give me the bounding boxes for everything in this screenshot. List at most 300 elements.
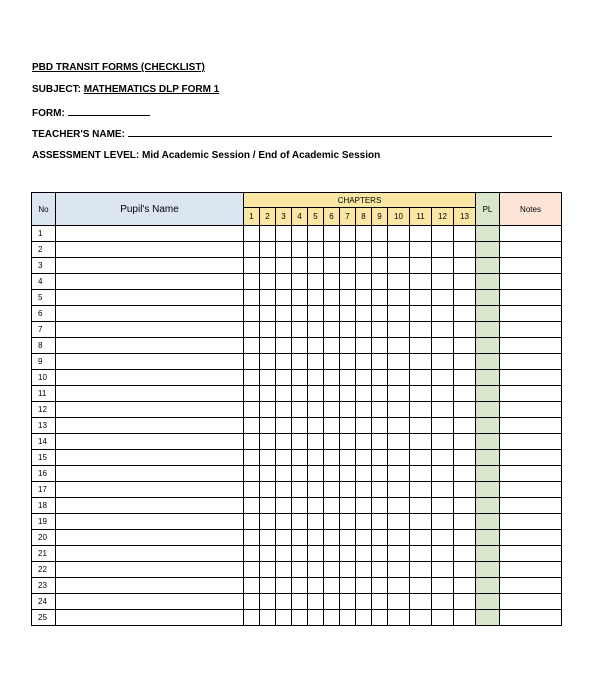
chapter-check-cell[interactable]	[308, 610, 324, 626]
pl-cell[interactable]	[476, 226, 500, 242]
pl-cell[interactable]	[476, 274, 500, 290]
pupil-name-cell[interactable]	[56, 226, 244, 242]
chapter-check-cell[interactable]	[410, 354, 432, 370]
chapter-check-cell[interactable]	[260, 498, 276, 514]
chapter-check-cell[interactable]	[260, 386, 276, 402]
chapter-check-cell[interactable]	[292, 274, 308, 290]
pupil-name-cell[interactable]	[56, 354, 244, 370]
chapter-check-cell[interactable]	[340, 418, 356, 434]
chapter-check-cell[interactable]	[356, 242, 372, 258]
pupil-name-cell[interactable]	[56, 466, 244, 482]
chapter-check-cell[interactable]	[356, 226, 372, 242]
pupil-name-cell[interactable]	[56, 242, 244, 258]
chapter-check-cell[interactable]	[292, 578, 308, 594]
chapter-check-cell[interactable]	[356, 610, 372, 626]
chapter-check-cell[interactable]	[340, 562, 356, 578]
chapter-check-cell[interactable]	[276, 370, 292, 386]
chapter-check-cell[interactable]	[432, 290, 454, 306]
chapter-check-cell[interactable]	[260, 594, 276, 610]
chapter-check-cell[interactable]	[292, 290, 308, 306]
chapter-check-cell[interactable]	[410, 530, 432, 546]
chapter-check-cell[interactable]	[308, 322, 324, 338]
chapter-check-cell[interactable]	[308, 482, 324, 498]
chapter-check-cell[interactable]	[276, 258, 292, 274]
pupil-name-cell[interactable]	[56, 338, 244, 354]
chapter-check-cell[interactable]	[260, 370, 276, 386]
chapter-check-cell[interactable]	[324, 290, 340, 306]
pl-cell[interactable]	[476, 530, 500, 546]
pupil-name-cell[interactable]	[56, 562, 244, 578]
chapter-check-cell[interactable]	[356, 466, 372, 482]
chapter-check-cell[interactable]	[340, 402, 356, 418]
chapter-check-cell[interactable]	[432, 498, 454, 514]
pl-cell[interactable]	[476, 434, 500, 450]
chapter-check-cell[interactable]	[308, 450, 324, 466]
chapter-check-cell[interactable]	[432, 418, 454, 434]
notes-cell[interactable]	[500, 434, 562, 450]
chapter-check-cell[interactable]	[276, 354, 292, 370]
notes-cell[interactable]	[500, 578, 562, 594]
chapter-check-cell[interactable]	[388, 402, 410, 418]
chapter-check-cell[interactable]	[410, 450, 432, 466]
pupil-name-cell[interactable]	[56, 306, 244, 322]
pl-cell[interactable]	[476, 290, 500, 306]
chapter-check-cell[interactable]	[244, 594, 260, 610]
chapter-check-cell[interactable]	[276, 450, 292, 466]
chapter-check-cell[interactable]	[356, 306, 372, 322]
pl-cell[interactable]	[476, 594, 500, 610]
chapter-check-cell[interactable]	[410, 482, 432, 498]
chapter-check-cell[interactable]	[454, 482, 476, 498]
chapter-check-cell[interactable]	[340, 434, 356, 450]
chapter-check-cell[interactable]	[372, 482, 388, 498]
chapter-check-cell[interactable]	[340, 290, 356, 306]
chapter-check-cell[interactable]	[244, 242, 260, 258]
chapter-check-cell[interactable]	[388, 498, 410, 514]
chapter-check-cell[interactable]	[432, 322, 454, 338]
chapter-check-cell[interactable]	[388, 450, 410, 466]
notes-cell[interactable]	[500, 562, 562, 578]
chapter-check-cell[interactable]	[308, 434, 324, 450]
chapter-check-cell[interactable]	[356, 514, 372, 530]
chapter-check-cell[interactable]	[454, 322, 476, 338]
notes-cell[interactable]	[500, 226, 562, 242]
notes-cell[interactable]	[500, 594, 562, 610]
chapter-check-cell[interactable]	[454, 418, 476, 434]
pl-cell[interactable]	[476, 338, 500, 354]
chapter-check-cell[interactable]	[410, 242, 432, 258]
teacher-blank[interactable]	[128, 127, 552, 137]
chapter-check-cell[interactable]	[340, 338, 356, 354]
pupil-name-cell[interactable]	[56, 258, 244, 274]
notes-cell[interactable]	[500, 546, 562, 562]
notes-cell[interactable]	[500, 290, 562, 306]
chapter-check-cell[interactable]	[372, 370, 388, 386]
chapter-check-cell[interactable]	[356, 258, 372, 274]
chapter-check-cell[interactable]	[244, 290, 260, 306]
chapter-check-cell[interactable]	[432, 306, 454, 322]
chapter-check-cell[interactable]	[308, 530, 324, 546]
chapter-check-cell[interactable]	[410, 578, 432, 594]
pl-cell[interactable]	[476, 402, 500, 418]
chapter-check-cell[interactable]	[260, 610, 276, 626]
chapter-check-cell[interactable]	[340, 578, 356, 594]
pupil-name-cell[interactable]	[56, 370, 244, 386]
chapter-check-cell[interactable]	[308, 354, 324, 370]
chapter-check-cell[interactable]	[244, 306, 260, 322]
chapter-check-cell[interactable]	[324, 338, 340, 354]
chapter-check-cell[interactable]	[340, 306, 356, 322]
chapter-check-cell[interactable]	[410, 322, 432, 338]
chapter-check-cell[interactable]	[244, 498, 260, 514]
pupil-name-cell[interactable]	[56, 402, 244, 418]
chapter-check-cell[interactable]	[388, 514, 410, 530]
chapter-check-cell[interactable]	[432, 530, 454, 546]
chapter-check-cell[interactable]	[308, 242, 324, 258]
chapter-check-cell[interactable]	[410, 226, 432, 242]
chapter-check-cell[interactable]	[324, 386, 340, 402]
chapter-check-cell[interactable]	[292, 306, 308, 322]
pl-cell[interactable]	[476, 514, 500, 530]
chapter-check-cell[interactable]	[340, 274, 356, 290]
chapter-check-cell[interactable]	[388, 578, 410, 594]
chapter-check-cell[interactable]	[356, 594, 372, 610]
chapter-check-cell[interactable]	[308, 546, 324, 562]
pupil-name-cell[interactable]	[56, 530, 244, 546]
chapter-check-cell[interactable]	[454, 546, 476, 562]
chapter-check-cell[interactable]	[410, 274, 432, 290]
chapter-check-cell[interactable]	[244, 370, 260, 386]
chapter-check-cell[interactable]	[454, 354, 476, 370]
chapter-check-cell[interactable]	[388, 418, 410, 434]
chapter-check-cell[interactable]	[292, 450, 308, 466]
chapter-check-cell[interactable]	[340, 546, 356, 562]
chapter-check-cell[interactable]	[260, 290, 276, 306]
chapter-check-cell[interactable]	[372, 386, 388, 402]
chapter-check-cell[interactable]	[308, 402, 324, 418]
chapter-check-cell[interactable]	[244, 610, 260, 626]
chapter-check-cell[interactable]	[410, 386, 432, 402]
chapter-check-cell[interactable]	[276, 338, 292, 354]
chapter-check-cell[interactable]	[260, 578, 276, 594]
chapter-check-cell[interactable]	[276, 466, 292, 482]
chapter-check-cell[interactable]	[324, 562, 340, 578]
chapter-check-cell[interactable]	[276, 402, 292, 418]
chapter-check-cell[interactable]	[372, 226, 388, 242]
chapter-check-cell[interactable]	[292, 498, 308, 514]
chapter-check-cell[interactable]	[454, 370, 476, 386]
chapter-check-cell[interactable]	[388, 434, 410, 450]
chapter-check-cell[interactable]	[244, 322, 260, 338]
chapter-check-cell[interactable]	[308, 306, 324, 322]
chapter-check-cell[interactable]	[372, 594, 388, 610]
chapter-check-cell[interactable]	[244, 258, 260, 274]
chapter-check-cell[interactable]	[260, 226, 276, 242]
notes-cell[interactable]	[500, 450, 562, 466]
chapter-check-cell[interactable]	[324, 418, 340, 434]
chapter-check-cell[interactable]	[244, 578, 260, 594]
chapter-check-cell[interactable]	[432, 514, 454, 530]
chapter-check-cell[interactable]	[292, 562, 308, 578]
chapter-check-cell[interactable]	[388, 482, 410, 498]
chapter-check-cell[interactable]	[292, 322, 308, 338]
pupil-name-cell[interactable]	[56, 594, 244, 610]
chapter-check-cell[interactable]	[356, 546, 372, 562]
chapter-check-cell[interactable]	[260, 418, 276, 434]
pupil-name-cell[interactable]	[56, 514, 244, 530]
pupil-name-cell[interactable]	[56, 482, 244, 498]
chapter-check-cell[interactable]	[276, 594, 292, 610]
pl-cell[interactable]	[476, 562, 500, 578]
chapter-check-cell[interactable]	[372, 242, 388, 258]
chapter-check-cell[interactable]	[324, 226, 340, 242]
chapter-check-cell[interactable]	[292, 354, 308, 370]
chapter-check-cell[interactable]	[388, 354, 410, 370]
chapter-check-cell[interactable]	[292, 386, 308, 402]
chapter-check-cell[interactable]	[244, 482, 260, 498]
chapter-check-cell[interactable]	[372, 562, 388, 578]
chapter-check-cell[interactable]	[260, 402, 276, 418]
chapter-check-cell[interactable]	[356, 354, 372, 370]
pl-cell[interactable]	[476, 386, 500, 402]
chapter-check-cell[interactable]	[388, 386, 410, 402]
chapter-check-cell[interactable]	[260, 434, 276, 450]
chapter-check-cell[interactable]	[340, 226, 356, 242]
chapter-check-cell[interactable]	[308, 418, 324, 434]
chapter-check-cell[interactable]	[432, 466, 454, 482]
chapter-check-cell[interactable]	[292, 530, 308, 546]
notes-cell[interactable]	[500, 402, 562, 418]
notes-cell[interactable]	[500, 514, 562, 530]
chapter-check-cell[interactable]	[410, 306, 432, 322]
chapter-check-cell[interactable]	[244, 546, 260, 562]
chapter-check-cell[interactable]	[292, 514, 308, 530]
chapter-check-cell[interactable]	[410, 402, 432, 418]
chapter-check-cell[interactable]	[276, 514, 292, 530]
chapter-check-cell[interactable]	[432, 578, 454, 594]
chapter-check-cell[interactable]	[372, 290, 388, 306]
chapter-check-cell[interactable]	[388, 562, 410, 578]
chapter-check-cell[interactable]	[372, 466, 388, 482]
chapter-check-cell[interactable]	[308, 290, 324, 306]
chapter-check-cell[interactable]	[260, 482, 276, 498]
chapter-check-cell[interactable]	[244, 386, 260, 402]
chapter-check-cell[interactable]	[432, 434, 454, 450]
chapter-check-cell[interactable]	[372, 338, 388, 354]
chapter-check-cell[interactable]	[356, 338, 372, 354]
chapter-check-cell[interactable]	[388, 322, 410, 338]
chapter-check-cell[interactable]	[356, 434, 372, 450]
chapter-check-cell[interactable]	[410, 290, 432, 306]
chapter-check-cell[interactable]	[340, 322, 356, 338]
notes-cell[interactable]	[500, 482, 562, 498]
chapter-check-cell[interactable]	[292, 402, 308, 418]
pl-cell[interactable]	[476, 242, 500, 258]
chapter-check-cell[interactable]	[324, 530, 340, 546]
chapter-check-cell[interactable]	[276, 482, 292, 498]
chapter-check-cell[interactable]	[372, 274, 388, 290]
chapter-check-cell[interactable]	[388, 306, 410, 322]
chapter-check-cell[interactable]	[292, 466, 308, 482]
chapter-check-cell[interactable]	[432, 274, 454, 290]
chapter-check-cell[interactable]	[308, 258, 324, 274]
chapter-check-cell[interactable]	[244, 530, 260, 546]
chapter-check-cell[interactable]	[372, 402, 388, 418]
chapter-check-cell[interactable]	[244, 466, 260, 482]
notes-cell[interactable]	[500, 306, 562, 322]
chapter-check-cell[interactable]	[432, 338, 454, 354]
chapter-check-cell[interactable]	[244, 434, 260, 450]
chapter-check-cell[interactable]	[292, 546, 308, 562]
chapter-check-cell[interactable]	[356, 322, 372, 338]
notes-cell[interactable]	[500, 354, 562, 370]
chapter-check-cell[interactable]	[292, 338, 308, 354]
chapter-check-cell[interactable]	[276, 386, 292, 402]
chapter-check-cell[interactable]	[356, 450, 372, 466]
pl-cell[interactable]	[476, 498, 500, 514]
chapter-check-cell[interactable]	[454, 306, 476, 322]
chapter-check-cell[interactable]	[340, 594, 356, 610]
pupil-name-cell[interactable]	[56, 434, 244, 450]
chapter-check-cell[interactable]	[340, 370, 356, 386]
chapter-check-cell[interactable]	[276, 226, 292, 242]
chapter-check-cell[interactable]	[276, 418, 292, 434]
chapter-check-cell[interactable]	[410, 594, 432, 610]
chapter-check-cell[interactable]	[432, 242, 454, 258]
chapter-check-cell[interactable]	[324, 242, 340, 258]
chapter-check-cell[interactable]	[410, 418, 432, 434]
chapter-check-cell[interactable]	[432, 370, 454, 386]
chapter-check-cell[interactable]	[388, 258, 410, 274]
chapter-check-cell[interactable]	[324, 514, 340, 530]
pupil-name-cell[interactable]	[56, 578, 244, 594]
chapter-check-cell[interactable]	[454, 514, 476, 530]
chapter-check-cell[interactable]	[308, 274, 324, 290]
chapter-check-cell[interactable]	[324, 546, 340, 562]
chapter-check-cell[interactable]	[292, 370, 308, 386]
chapter-check-cell[interactable]	[410, 546, 432, 562]
pl-cell[interactable]	[476, 306, 500, 322]
chapter-check-cell[interactable]	[276, 578, 292, 594]
chapter-check-cell[interactable]	[260, 354, 276, 370]
chapter-check-cell[interactable]	[324, 370, 340, 386]
notes-cell[interactable]	[500, 258, 562, 274]
notes-cell[interactable]	[500, 498, 562, 514]
chapter-check-cell[interactable]	[340, 610, 356, 626]
notes-cell[interactable]	[500, 466, 562, 482]
chapter-check-cell[interactable]	[454, 578, 476, 594]
chapter-check-cell[interactable]	[356, 530, 372, 546]
chapter-check-cell[interactable]	[372, 418, 388, 434]
chapter-check-cell[interactable]	[432, 354, 454, 370]
chapter-check-cell[interactable]	[356, 274, 372, 290]
pl-cell[interactable]	[476, 546, 500, 562]
chapter-check-cell[interactable]	[388, 226, 410, 242]
chapter-check-cell[interactable]	[308, 498, 324, 514]
chapter-check-cell[interactable]	[292, 418, 308, 434]
notes-cell[interactable]	[500, 274, 562, 290]
chapter-check-cell[interactable]	[260, 530, 276, 546]
chapter-check-cell[interactable]	[372, 546, 388, 562]
chapter-check-cell[interactable]	[432, 450, 454, 466]
chapter-check-cell[interactable]	[292, 226, 308, 242]
chapter-check-cell[interactable]	[410, 466, 432, 482]
chapter-check-cell[interactable]	[340, 258, 356, 274]
chapter-check-cell[interactable]	[292, 242, 308, 258]
chapter-check-cell[interactable]	[372, 354, 388, 370]
chapter-check-cell[interactable]	[388, 242, 410, 258]
chapter-check-cell[interactable]	[324, 306, 340, 322]
notes-cell[interactable]	[500, 370, 562, 386]
chapter-check-cell[interactable]	[308, 370, 324, 386]
chapter-check-cell[interactable]	[324, 498, 340, 514]
notes-cell[interactable]	[500, 610, 562, 626]
chapter-check-cell[interactable]	[372, 514, 388, 530]
chapter-check-cell[interactable]	[324, 322, 340, 338]
pupil-name-cell[interactable]	[56, 322, 244, 338]
chapter-check-cell[interactable]	[388, 466, 410, 482]
chapter-check-cell[interactable]	[356, 562, 372, 578]
chapter-check-cell[interactable]	[340, 354, 356, 370]
chapter-check-cell[interactable]	[324, 402, 340, 418]
chapter-check-cell[interactable]	[260, 306, 276, 322]
form-blank[interactable]	[68, 106, 150, 116]
chapter-check-cell[interactable]	[454, 530, 476, 546]
pupil-name-cell[interactable]	[56, 610, 244, 626]
notes-cell[interactable]	[500, 418, 562, 434]
chapter-check-cell[interactable]	[388, 546, 410, 562]
chapter-check-cell[interactable]	[260, 562, 276, 578]
chapter-check-cell[interactable]	[340, 466, 356, 482]
chapter-check-cell[interactable]	[356, 418, 372, 434]
chapter-check-cell[interactable]	[410, 562, 432, 578]
chapter-check-cell[interactable]	[276, 546, 292, 562]
chapter-check-cell[interactable]	[292, 482, 308, 498]
chapter-check-cell[interactable]	[276, 610, 292, 626]
chapter-check-cell[interactable]	[276, 242, 292, 258]
chapter-check-cell[interactable]	[244, 514, 260, 530]
chapter-check-cell[interactable]	[432, 594, 454, 610]
pl-cell[interactable]	[476, 322, 500, 338]
chapter-check-cell[interactable]	[324, 482, 340, 498]
chapter-check-cell[interactable]	[308, 466, 324, 482]
chapter-check-cell[interactable]	[292, 594, 308, 610]
chapter-check-cell[interactable]	[356, 402, 372, 418]
chapter-check-cell[interactable]	[260, 242, 276, 258]
chapter-check-cell[interactable]	[308, 514, 324, 530]
chapter-check-cell[interactable]	[356, 370, 372, 386]
chapter-check-cell[interactable]	[372, 498, 388, 514]
chapter-check-cell[interactable]	[410, 498, 432, 514]
pupil-name-cell[interactable]	[56, 418, 244, 434]
chapter-check-cell[interactable]	[388, 594, 410, 610]
chapter-check-cell[interactable]	[372, 434, 388, 450]
chapter-check-cell[interactable]	[308, 578, 324, 594]
chapter-check-cell[interactable]	[324, 466, 340, 482]
chapter-check-cell[interactable]	[276, 498, 292, 514]
chapter-check-cell[interactable]	[244, 354, 260, 370]
notes-cell[interactable]	[500, 242, 562, 258]
chapter-check-cell[interactable]	[244, 418, 260, 434]
chapter-check-cell[interactable]	[324, 610, 340, 626]
chapter-check-cell[interactable]	[260, 546, 276, 562]
pl-cell[interactable]	[476, 578, 500, 594]
chapter-check-cell[interactable]	[276, 322, 292, 338]
chapter-check-cell[interactable]	[292, 258, 308, 274]
chapter-check-cell[interactable]	[340, 386, 356, 402]
chapter-check-cell[interactable]	[372, 578, 388, 594]
chapter-check-cell[interactable]	[356, 386, 372, 402]
